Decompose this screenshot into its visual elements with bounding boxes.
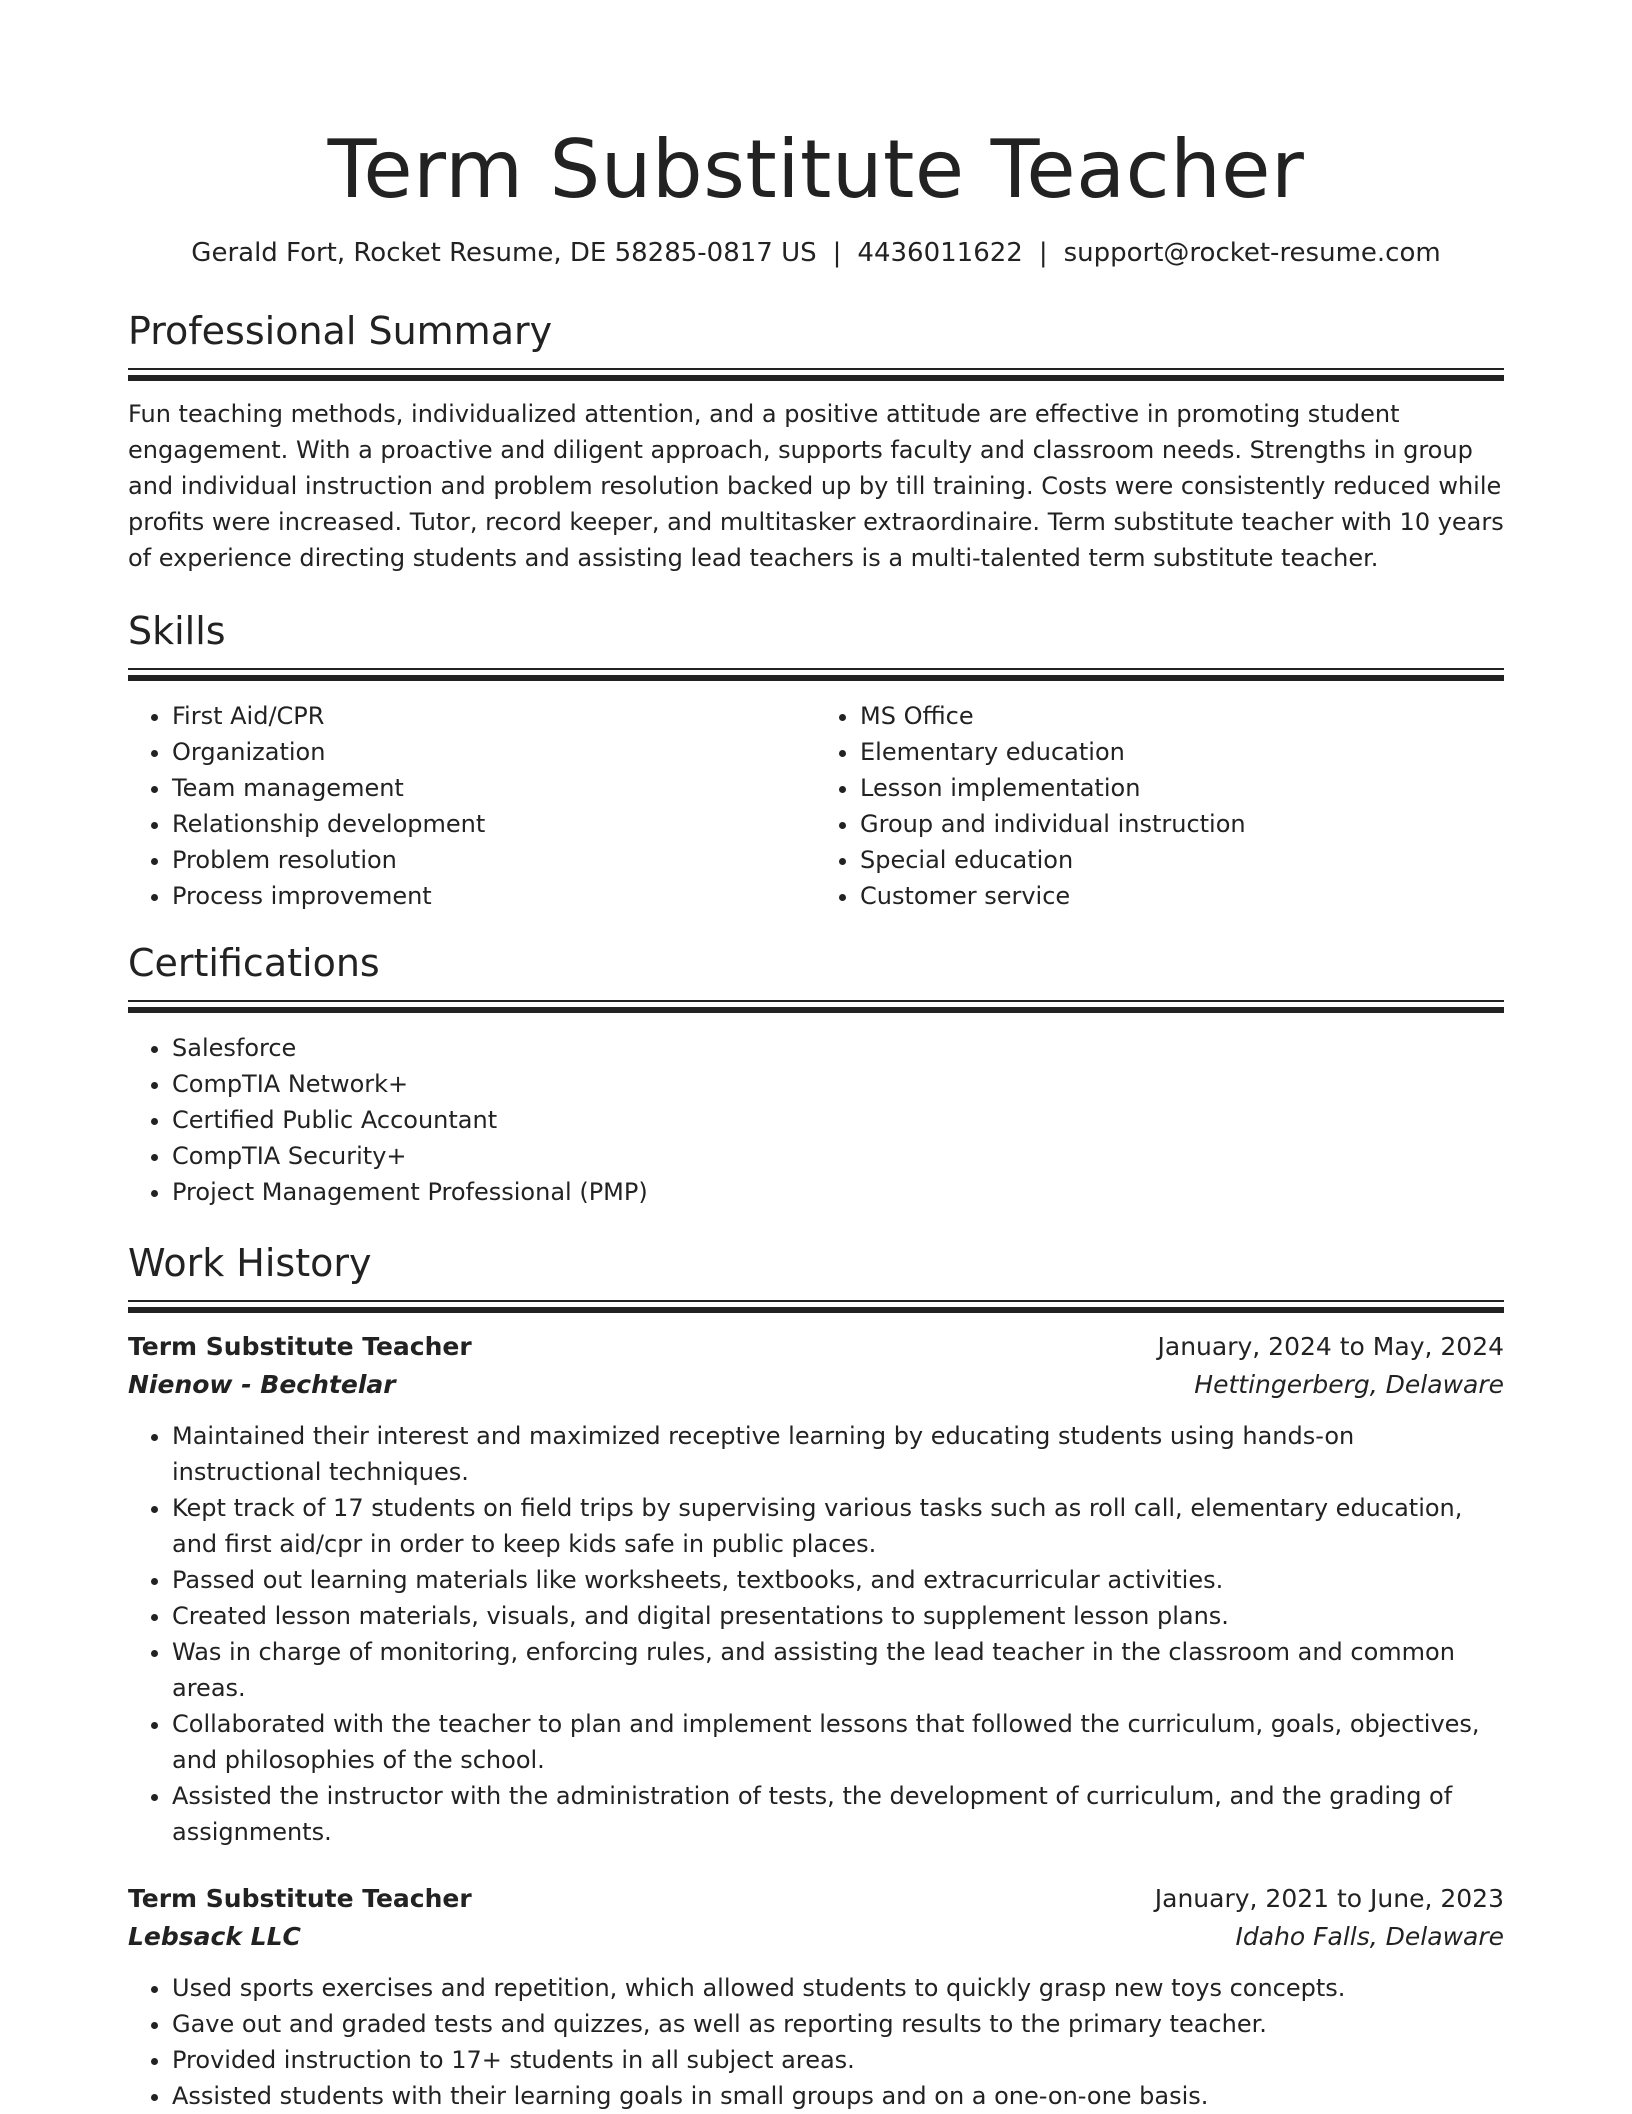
job-duty-item: • Created lesson materials, visuals, and digital presentations to supplement lesson plans. [172, 1598, 1504, 1634]
contact-email: support@rocket-resume.com [1063, 238, 1441, 268]
certification-item: • Project Management Professional (PMP) [172, 1174, 1504, 1210]
job-duty-item: • Kept track of 17 students on field trips by supervising various tasks such as roll call, elementary education, and first aid/cpr in order to keep kids safe in public places. [172, 1490, 1504, 1562]
skill-item: • Group and individual instruction [860, 806, 1504, 842]
job-title: Term Substitute Teacher [128, 1332, 472, 1361]
skill-item: • Customer service [860, 878, 1504, 914]
skills-column-right [816, 698, 1504, 914]
job-duties-list [128, 1418, 1504, 1850]
skill-item: • First Aid/CPR [172, 698, 816, 734]
certification-list [128, 1030, 1504, 1210]
job-duty-item: • Was in charge of monitoring, enforcing rules, and assisting the lead teacher in the classroom and common areas. [172, 1634, 1504, 1706]
job-duty-item: • Maintained their interest and maximized receptive learning by educating students using hands-on instructional techniques. [172, 1418, 1504, 1490]
job-company-row [128, 1366, 1504, 1404]
section-heading-summary: Professional Summary [128, 309, 553, 353]
job-header-row [128, 1328, 1504, 1366]
job-duty-item: • Assisted students with their learning goals in small groups and on a one-on-one basis. [172, 2078, 1504, 2114]
skill-item: • Lesson implementation [860, 770, 1504, 806]
contact-separator: | [1038, 238, 1048, 268]
certification-item: • CompTIA Network+ [172, 1066, 1504, 1102]
job-duty-item: • Assisted the instructor with the administration of tests, the development of curriculum, and the grading of assignments. [172, 1778, 1504, 1850]
job-location: Idaho Falls, Delaware [1235, 1922, 1504, 1951]
skill-item: • Team management [172, 770, 816, 806]
job-duty-item: • Used sports exercises and repetition, which allowed students to quickly grasp new toys concepts. [172, 1970, 1504, 2006]
job-duty-item: • Provided instruction to 17+ students in all subject areas. [172, 2042, 1504, 2078]
job-entry [128, 1880, 1504, 2114]
certification-item: • CompTIA Security+ [172, 1138, 1504, 1174]
summary-section [128, 308, 1504, 576]
section-divider [128, 368, 1504, 384]
skills-grid [128, 698, 1504, 914]
job-duty-item: • Passed out learning materials like worksheets, textbooks, and extracurricular activities. [172, 1562, 1504, 1598]
skill-item: • Problem resolution [172, 842, 816, 878]
job-header-row [128, 1880, 1504, 1918]
section-heading-work-history: Work History [128, 1241, 372, 1285]
job-dates: January, 2021 to June, 2023 [1154, 1884, 1504, 1913]
section-heading-certifications: Certifications [128, 941, 380, 985]
section-divider [128, 668, 1504, 684]
contact-separator: | [832, 238, 842, 268]
summary-text: Fun teaching methods, individualized attention, and a positive attitude are effective in promoting student engagement. With a proactive and diligent approach, supports faculty and classroom needs. Strengths in group and individual instruction and problem resolution backed up by till training. Costs were consistently reduced while profits were increased. Tutor, record keeper, and multitasker extraordinaire. Term substitute teacher with 10 years of experience directing students and assisting lead teachers is a multi-talented term substitute teacher. [128, 400, 1504, 572]
job-duty-item: • Collaborated with the teacher to plan and implement lessons that followed the curriculum, goals, objectives, and philosophies of the school. [172, 1706, 1504, 1778]
skills-section [128, 608, 1504, 914]
job-dates: January, 2024 to May, 2024 [1157, 1332, 1504, 1361]
skill-item: • Special education [860, 842, 1504, 878]
certifications-section [128, 940, 1504, 1210]
skill-item: • MS Office [860, 698, 1504, 734]
job-title: Term Substitute Teacher [128, 1884, 472, 1913]
contact-phone: 4436011622 [857, 238, 1023, 268]
job-location: Hettingerberg, Delaware [1194, 1370, 1504, 1399]
certification-item: • Certified Public Accountant [172, 1102, 1504, 1138]
certification-item: • Salesforce [172, 1030, 1504, 1066]
job-company-row [128, 1918, 1504, 1956]
section-divider [128, 1300, 1504, 1316]
contact-line [128, 236, 1504, 270]
skill-item: • Relationship development [172, 806, 816, 842]
work-history-section [128, 1240, 1504, 2114]
job-duties-list [128, 1970, 1504, 2114]
skills-column-left [128, 698, 816, 914]
contact-address: Gerald Fort, Rocket Resume, DE 58285-0817 US [191, 238, 817, 268]
job-company: Lebsack LLC [128, 1922, 301, 1951]
section-divider [128, 1000, 1504, 1016]
section-heading-skills: Skills [128, 609, 226, 653]
job-company: Nienow - Bechtelar [128, 1370, 396, 1399]
skill-item: • Elementary education [860, 734, 1504, 770]
skill-item: • Organization [172, 734, 816, 770]
skill-item: • Process improvement [172, 878, 816, 914]
resume-title: Term Substitute Teacher [327, 123, 1305, 216]
job-entry [128, 1328, 1504, 1850]
job-duty-item: • Gave out and graded tests and quizzes, as well as reporting results to the primary teacher. [172, 2006, 1504, 2042]
